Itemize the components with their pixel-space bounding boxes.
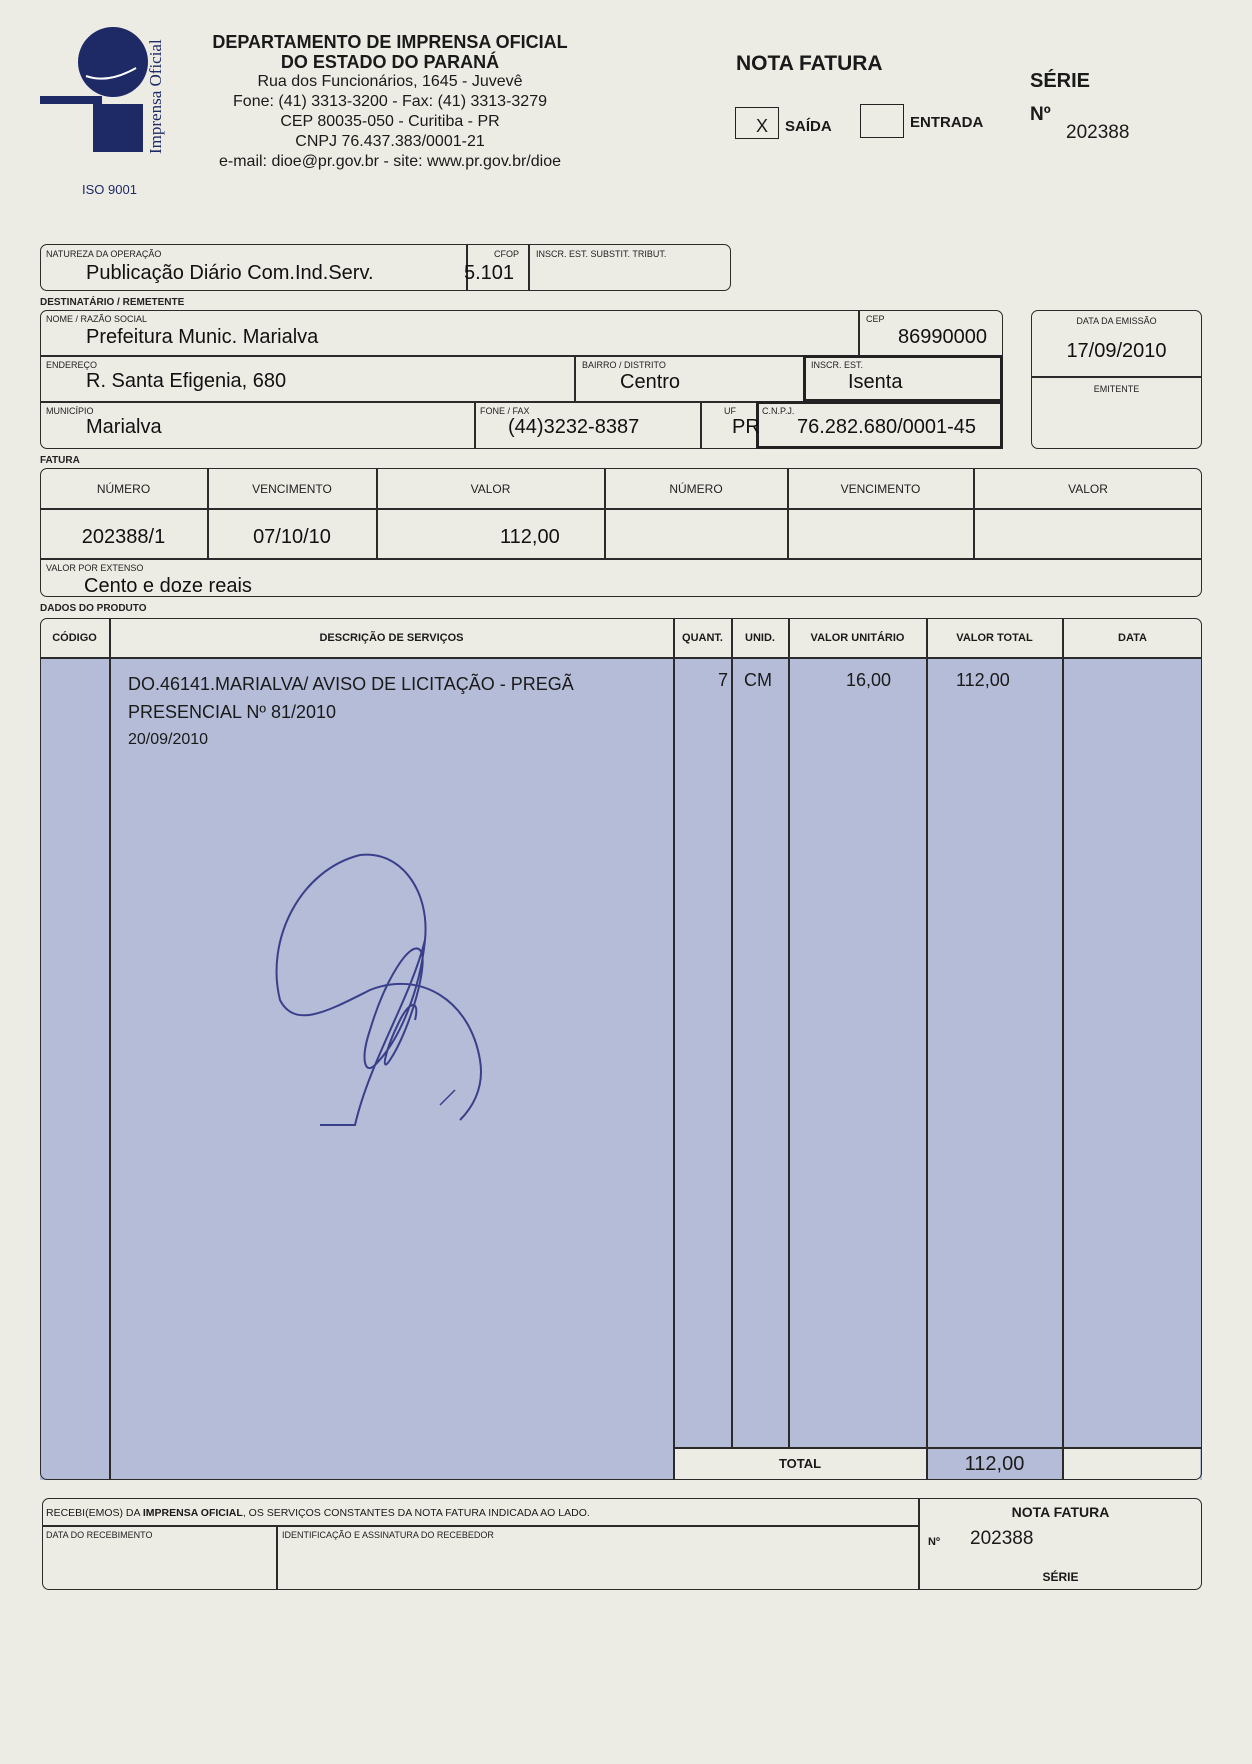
- recibo-nf-num-label: Nº: [928, 1536, 940, 1548]
- header-descricao: DESCRIÇÃO DE SERVIÇOS: [319, 632, 464, 644]
- natureza-value: Publicação Diário Com.Ind.Serv.: [86, 262, 374, 284]
- issuer-name-1: DEPARTAMENTO DE IMPRENSA OFICIAL: [212, 32, 568, 52]
- header-codigo: CÓDIGO: [52, 632, 97, 644]
- fatura-header-vencimento-2: VENCIMENTO: [840, 482, 921, 496]
- iso-label: ISO 9001: [82, 182, 137, 197]
- emitente-label: EMITENTE: [1093, 384, 1140, 394]
- nome-value: Prefeitura Munic. Marialva: [86, 326, 319, 348]
- item-desc-line1: DO.46141.MARIALVA/ AVISO DE LICITAÇÃO - PREGÃ: [128, 674, 574, 694]
- endereco-value: R. Santa Efigenia, 680: [86, 370, 287, 392]
- total-value: 112,00: [964, 1453, 1025, 1475]
- numero-label: Nº: [1030, 104, 1051, 125]
- fatura-numero: 202388/1: [81, 526, 166, 548]
- issuer-contact: e-mail: dioe@pr.gov.br - site: www.pr.gov.br/dioe: [218, 153, 561, 170]
- entrada-label: ENTRADA: [910, 114, 984, 131]
- item-desc-line3: 20/09/2010: [128, 731, 209, 748]
- header-quant: QUANT.: [682, 632, 723, 644]
- item-description: [128, 670, 668, 754]
- issuer-block: [180, 32, 600, 172]
- serie-label: SÉRIE: [1030, 70, 1091, 92]
- logo-vertical-text: Imprensa Oficial: [146, 39, 165, 154]
- header-unid: UNID.: [745, 632, 775, 644]
- saida-checkbox: [735, 107, 779, 139]
- fatura-header-numero-1: NÚMERO: [96, 482, 151, 496]
- signature-icon: [260, 850, 540, 1140]
- inscr-value: Isenta: [848, 371, 903, 393]
- cfop-label: CFOP: [494, 249, 520, 259]
- issuer-phone: Fone: (41) 3313-3200 - Fax: (41) 3313-3279: [233, 93, 547, 110]
- bairro-value: Centro: [620, 371, 681, 393]
- inscr-subst-label: INSCR. EST. SUBSTIT. TRIBUT.: [536, 249, 667, 259]
- recibo-text-bold: IMPRENSA OFICIAL: [142, 1507, 243, 1519]
- emissao-box: [1031, 310, 1202, 449]
- item-valor-total: 112,00: [956, 670, 1010, 690]
- identificacao-label: IDENTIFICAÇÃO E ASSINATURA DO RECEBEDOR: [282, 1530, 494, 1540]
- nome-label: NOME / RAZÃO SOCIAL: [46, 314, 148, 324]
- cep-value: 86990000: [898, 326, 987, 348]
- municipio-label: MUNICÍPIO: [46, 406, 94, 416]
- recibo-text-post: , OS SERVIÇOS CONSTANTES DA NOTA FATURA INDICADA AO LADO.: [242, 1507, 590, 1519]
- emissao-label: DATA DA EMISSÃO: [1076, 316, 1157, 326]
- extenso-value: Cento e doze reais: [84, 575, 252, 597]
- logo: [38, 24, 168, 197]
- cfop-value: 5.101: [464, 262, 515, 284]
- issuer-address: Rua dos Funcionários, 1645 - Juvevê: [257, 73, 523, 90]
- emissao-value: 17/09/2010: [1066, 340, 1167, 362]
- item-desc-line2: PRESENCIAL Nº 81/2010: [128, 702, 337, 722]
- data-recebimento-label: DATA DO RECEBIMENTO: [46, 1530, 153, 1540]
- saida-mark: X: [756, 116, 769, 136]
- issuer-name-2: DO ESTADO DO PARANÁ: [280, 52, 500, 72]
- recibo-text: [46, 1507, 590, 1519]
- issuer-cep: CEP 80035-050 - Curitiba - PR: [280, 113, 500, 130]
- header-valor-unitario: VALOR UNITÁRIO: [810, 632, 905, 644]
- inscr-label: INSCR. EST.: [811, 360, 864, 370]
- fatura-header-valor-1: VALOR: [470, 482, 511, 496]
- destinatario-section: DESTINATÁRIO / REMETENTE: [40, 297, 185, 308]
- entrada-checkbox: [860, 104, 904, 138]
- fone-value: (44)3232-8387: [508, 416, 640, 438]
- fatura-header-vencimento-1: VENCIMENTO: [252, 482, 332, 496]
- endereco-label: ENDEREÇO: [46, 360, 98, 370]
- saida-label: SAÍDA: [785, 118, 832, 135]
- doc-title: NOTA FATURA: [736, 52, 883, 75]
- fatura-header-numero-2: NÚMERO: [669, 482, 723, 496]
- issuer-cnpj: CNPJ 76.437.383/0001-21: [295, 133, 485, 150]
- cnpj-label: C.N.P.J.: [762, 406, 795, 416]
- cep-label: CEP: [866, 314, 885, 324]
- fatura-section: FATURA: [40, 455, 80, 466]
- recibo-nf-num: 202388: [970, 1528, 1034, 1549]
- uf-value: PR: [732, 416, 760, 438]
- header-data: DATA: [1118, 632, 1147, 644]
- doc-number: 202388: [1066, 122, 1130, 143]
- item-unid: CM: [744, 670, 772, 690]
- fatura-header-valor-2: VALOR: [1068, 482, 1108, 496]
- recibo-nf-title: NOTA FATURA: [1011, 1504, 1110, 1520]
- header-valor-total: VALOR TOTAL: [956, 632, 1033, 644]
- recibo-text-pre: RECEBI(EMOS) DA: [46, 1507, 143, 1519]
- bairro-label: BAIRRO / DISTRITO: [582, 360, 666, 370]
- produtos-section: DADOS DO PRODUTO: [40, 603, 147, 614]
- fone-label: FONE / FAX: [480, 406, 530, 416]
- fatura-valor: 112,00: [500, 526, 560, 548]
- uf-label: UF: [724, 406, 736, 416]
- extenso-label: VALOR POR EXTENSO: [46, 563, 144, 573]
- municipio-value: Marialva: [86, 416, 162, 438]
- total-label: TOTAL: [778, 1456, 822, 1471]
- item-valor-unitario: 16,00: [846, 670, 892, 690]
- natureza-label: NATUREZA DA OPERAÇÃO: [46, 249, 162, 259]
- fatura-vencimento: 07/10/10: [253, 526, 331, 548]
- cnpj-value: 76.282.680/0001-45: [797, 416, 977, 438]
- item-quant: 7: [718, 670, 729, 690]
- recibo-serie-label: SÉRIE: [1042, 1570, 1079, 1584]
